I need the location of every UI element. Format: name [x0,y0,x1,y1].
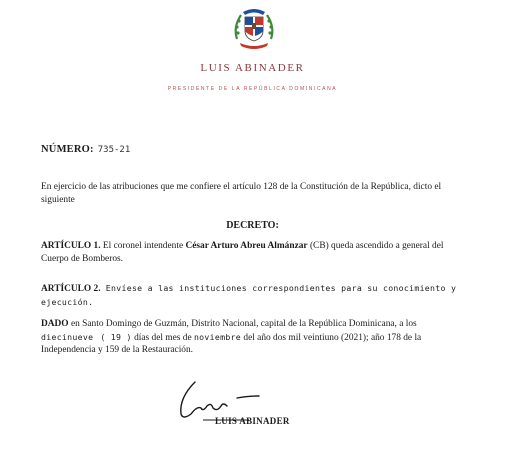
dado-text-c: del año dos mil veintiuno (2021); año 178 de la Independencia y 159 de la Restauración. [41,332,422,355]
header-title: PRESIDENTE DE LA REPÚBLICA DOMINICANA [167,86,338,92]
number-value: 735-21 [97,145,131,155]
dado-label: DADO [41,319,69,329]
article-2-label: ARTÍCULO 2. [41,284,101,294]
dado-day-word: diecinueve [41,331,94,342]
dado-month: noviembre [193,331,242,342]
preamble: En ejercicio de las atribuciones que me confiere el artículo 128 de la Constitución de la República, dicto el siguiente [41,182,442,205]
article-1 [41,240,471,265]
decree-number [41,144,130,155]
dado-text-b: días del mes de [131,332,194,343]
article-2 [41,282,471,309]
article-2-text: Envíese a las instituciones correspondientes para su conocimiento y ejecución. [41,283,457,307]
number-label: NÚMERO: [41,144,94,155]
signer-name: LUIS ABINADER [215,416,290,426]
article-1-text-b: (CB) queda ascendido a general del Cuerpo de Bomberos. [41,241,444,264]
dado-paragraph [41,318,471,357]
dado-day-number: ( 19 ) [100,331,132,342]
dado-text-a: en Santo Domingo de Guzmán, Distrito Nacional, capital de la República Dominicana, a los [68,319,417,329]
header-name: LUIS ABINADER [200,62,305,74]
article-1-name: César Arturo Abreu Almánzar [185,241,308,251]
article-1-label: ARTÍCULO 1. [41,241,101,251]
coat-of-arms-icon [229,3,279,53]
decree-heading: DECRETO: [226,220,279,231]
article-1-text-a: El coronel intendente [100,241,186,251]
